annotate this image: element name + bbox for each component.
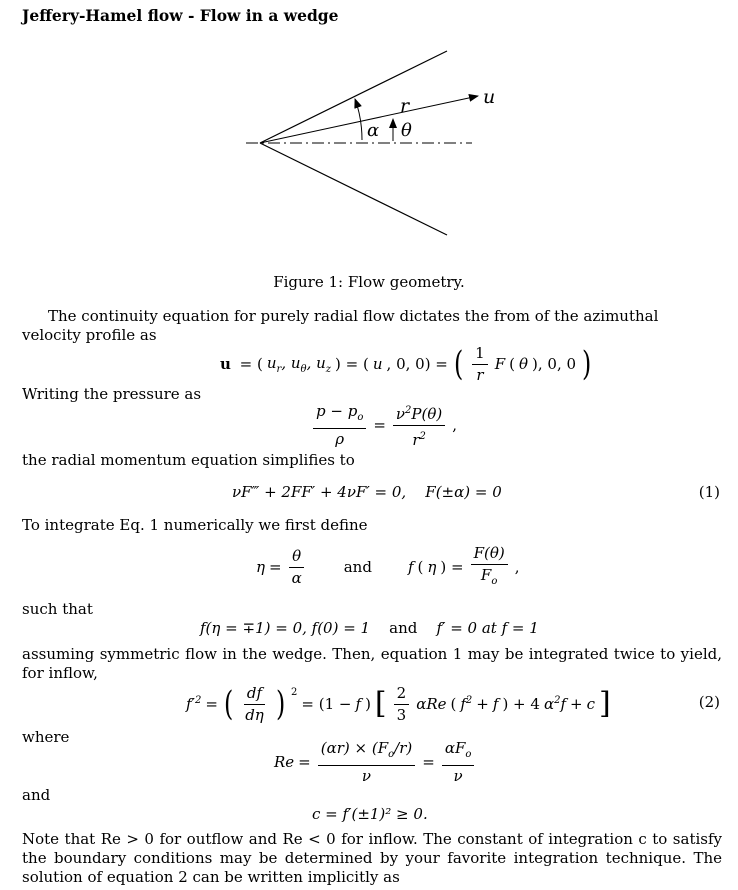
paragraph-such-that: such that [22,600,93,618]
paragraph-and: and [22,786,51,804]
equation-pressure: $\frac{p - p_o}{\rho}$ = $\frac{\nu^2P(\theta)}{r^2}$ , [310,404,457,446]
upper-wedge-wall [260,51,447,143]
paragraph-define: To integrate Eq. 1 numerically we first define [22,516,368,534]
paragraph-momentum: the radial momentum equation simplifies to [22,451,355,469]
document-title: Jeffery-Hamel flow - Flow in a wedge [22,6,339,25]
equation-1 [232,483,502,501]
r-label: r [400,95,410,117]
and-word: and [343,558,372,576]
equation-velocity: u = ( $u_r$, $u_\theta$, $u_z$ ) = ( u , 0, 0) = ( $\frac{1}{r}$ F ( θ ), 0, 0 ) [220,343,592,384]
alpha-label: α [367,120,380,141]
theta-label: θ [401,120,412,141]
paragraph-pressure: Writing the pressure as [22,385,202,403]
paragraph-symmetric: assuming symmetric flow in the wedge. Then, equation 1 may be integrated twice to yield, for inflow, [22,645,722,682]
equation-2-number: (2) [698,693,720,711]
figure-caption: Figure 1: Flow geometry. [273,273,465,291]
equation-bc: f(η = ∓1) = 0, f(0) = 1 and f′ = 0 at f = 1 [200,619,539,637]
equation-c: c = f′(±1)² ≥ 0. [312,805,428,823]
alpha-arc-arrow [355,99,362,140]
equation-definitions: η = $\frac{\theta}{\alpha}$ and f ( η ) = $\frac{F(\theta)}{F_o}$ , [256,543,520,587]
equation-1-number: (1) [698,483,720,501]
u-label: u [483,86,496,108]
paragraph-where: where [22,728,70,746]
momentum-equation: νF‴ + 2FF′ + 4νF′ = 0, [232,483,407,501]
flow-geometry-figure [0,0,738,270]
momentum-bc: F(±α) = 0 [425,483,502,501]
paragraph-continuity: The continuity equation for purely radial flow dictates the from of the azimuthal velocity profile as [22,307,659,344]
paragraph-note: Note that Re > 0 for outflow and Re < 0 for inflow. The constant of integration c to satisfy the boundary conditions may be determined by your favorite integration technique. The solution of equation 2 can be written implicitly as [22,830,722,886]
equation-reynolds: Re = $\frac{(\alpha r) \times (F_o/r)}{\nu}$ = $\frac{\alpha F_o}{\nu}$ [274,740,477,784]
lower-wedge-wall [260,143,447,235]
equation-2: $f'^2$ = ( $\frac{df}{d\eta}$ ) $^2$ = (1 − f ) [ $\frac{2}{3}$ αRe ( $f^2$ + f ) + 4 $\alpha^2f$ + c ] [186,683,611,724]
